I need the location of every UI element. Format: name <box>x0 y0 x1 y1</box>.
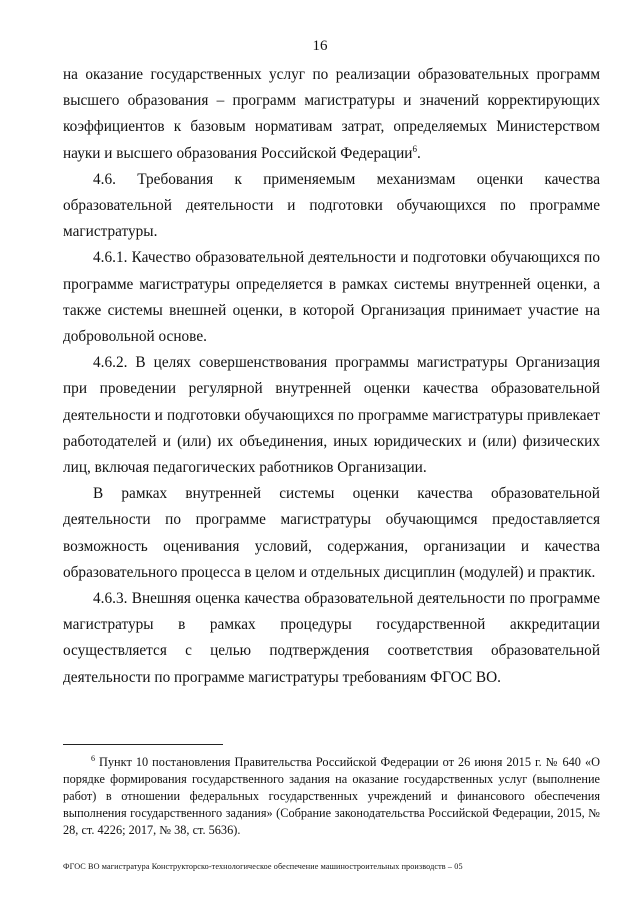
footnote <box>63 754 600 839</box>
page-footer: ФГОС ВО магистратура Конструкторско-технологическое обеспечение машиностроительных производств – 05 <box>63 862 463 871</box>
paragraph-text: на оказание государственных услуг по реализации образовательных программ высшего образования – программ магистратуры и значений корректирующих коэффициентов к базовым нормативам затрат, определяемых Министерством науки и высшего образования Российской Федерации <box>63 66 600 162</box>
footnote-reference: 6 <box>412 143 417 154</box>
paragraph-4-6-3: 4.6.3. Внешняя оценка качества образовательной деятельности по программе магистратуры в рамках процедуры государственной аккредитации осуществляется с целью подтверждения соответствия образовательной деятельности по программе магистратуры требованиям ФГОС ВО. <box>63 590 600 686</box>
body-text <box>63 62 600 691</box>
page-number: 16 <box>312 38 328 54</box>
footnote-divider <box>63 744 223 745</box>
paragraph-4-6: 4.6. Требования к применяемым механизмам оценки качества образовательной деятельности и подготовки обучающихся по программе магистратуры. <box>63 170 600 241</box>
paragraph-4-6-2: 4.6.2. В целях совершенствования программы магистратуры Организация при проведении регулярной внутренней оценки качества образовательной деятельности и подготовки обучающихся по программе магистратуры привлекает работодателей и (или) их объединения, иных юридических и (или) физических лиц, включая педагогических работников Организации. <box>63 354 600 477</box>
paragraph-continuation: на оказание государственных услуг по реализации образовательных программ высшего образования – программ магистратуры и значений корректирующих коэффициентов к базовым нормативам затрат, определяемых Министерством науки и высшего образования Российской Федерации$^6$. <box>63 66 600 162</box>
footnote-text: Пункт 10 постановления Правительства Российской Федерации от 26 июня 2015 г. № 640 «О порядке формирования государственного задания на оказание государственных услуг (выполнение работ) в отношении федеральных государственных учреждений и финансового обеспечения выполнения государственного задания» (Собрание законодательства Российской Федерации, 2015, № 28, ст. 4226; 2017, № 38, ст. 5636). <box>63 755 600 837</box>
paragraph-internal-assessment: В рамках внутренней системы оценки качества образовательной деятельности по программе магистратуры обучающимся предоставляется возможность оценивания условий, содержания, организации и качества образовательного процесса в целом и отдельных дисциплин (модулей) и практик. <box>63 485 600 581</box>
paragraph-4-6-1: 4.6.1. Качество образовательной деятельности и подготовки обучающихся по программе магистратуры определяется в рамках системы внутренней оценки, а также системы внешней оценки, в которой Организация принимает участие на добровольной основе. <box>63 249 600 346</box>
footnote-marker: 6 <box>91 753 95 763</box>
